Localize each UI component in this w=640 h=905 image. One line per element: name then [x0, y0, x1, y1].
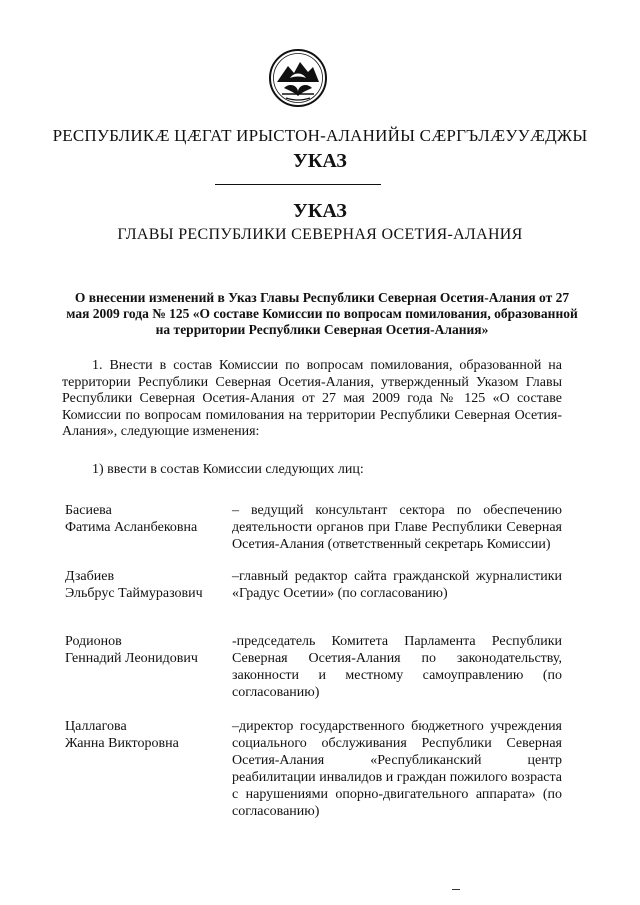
member-role: -председатель Комитета Парламента Республики Северная Осетия-Алания по законодательству, законности и местному самоуправлению (по согласованию) [232, 634, 562, 700]
member-name [65, 568, 203, 602]
member-given-names: Геннадий Леонидович [65, 651, 198, 666]
member-given-names: Эльбрус Таймуразович [65, 586, 203, 601]
member-name [65, 718, 179, 752]
decree-subject: О внесении изменений в Указ Главы Республики Северная Осетия-Алания от 27 мая 2009 года № 125 «О составе Комиссии по вопросам помилования, образованной на территории Республики Северная Осетия-Алания» [66, 290, 578, 337]
member-role: – ведущий консультант сектора по обеспечению деятельности органов при Главе Республики Северная Осетия-Алания (ответственный секретарь Комиссии) [232, 503, 562, 552]
member-surname: Родионов [65, 634, 122, 649]
decree-heading-russian: УКАЗ [293, 200, 347, 222]
ossetian-title: РЕСПУБЛИКӔ ЦӔГАТ ИРЫСТОН-АЛАНИЙЫ СӔРГЪЛӔУУӔДЖЫ [52, 126, 588, 145]
member-surname: Цаллагова [65, 719, 127, 734]
paragraph-2: 1) ввести в состав Комиссии следующих лиц: [92, 462, 364, 477]
member-surname: Дзабиев [65, 569, 115, 584]
paragraph-1: 1. Внести в состав Комиссии по вопросам помилования, образованной на территории Республики Северная Осетия-Алания, утвержденный Указом Главы Республики Северная Осетия-Алания от 27 мая 2009 года № 125 «О составе Комиссии по вопросам помилования на территории Республики Северная Осетия-Алания», следующие изменения: [62, 358, 562, 439]
decree-heading-ossetian: УКАЗ [293, 150, 347, 172]
divider-line [215, 184, 381, 185]
member-role: –директор государственного бюджетного учреждения социального обслуживания Республики Северная Осетия-Алания «Республиканский центр реабилитации инвалидов и граждан пожилого возраста с нарушениями опорно-двигательного аппарата» (по согласованию) [232, 719, 562, 819]
member-given-names: Жанна Викторовна [65, 736, 179, 751]
page-continuation-mark [452, 889, 460, 890]
member-given-names: Фатима Асланбековна [65, 520, 198, 535]
head-of-republic-title: ГЛАВЫ РЕСПУБЛИКИ СЕВЕРНАЯ ОСЕТИЯ-АЛАНИЯ [117, 226, 523, 243]
member-name [65, 633, 198, 667]
member-role: –главный редактор сайта гражданской журналистики «Градус Осетии» (по согласованию) [232, 569, 562, 601]
member-name [65, 502, 197, 536]
coat-of-arms-icon [268, 48, 328, 108]
member-surname: Басиева [65, 503, 112, 518]
